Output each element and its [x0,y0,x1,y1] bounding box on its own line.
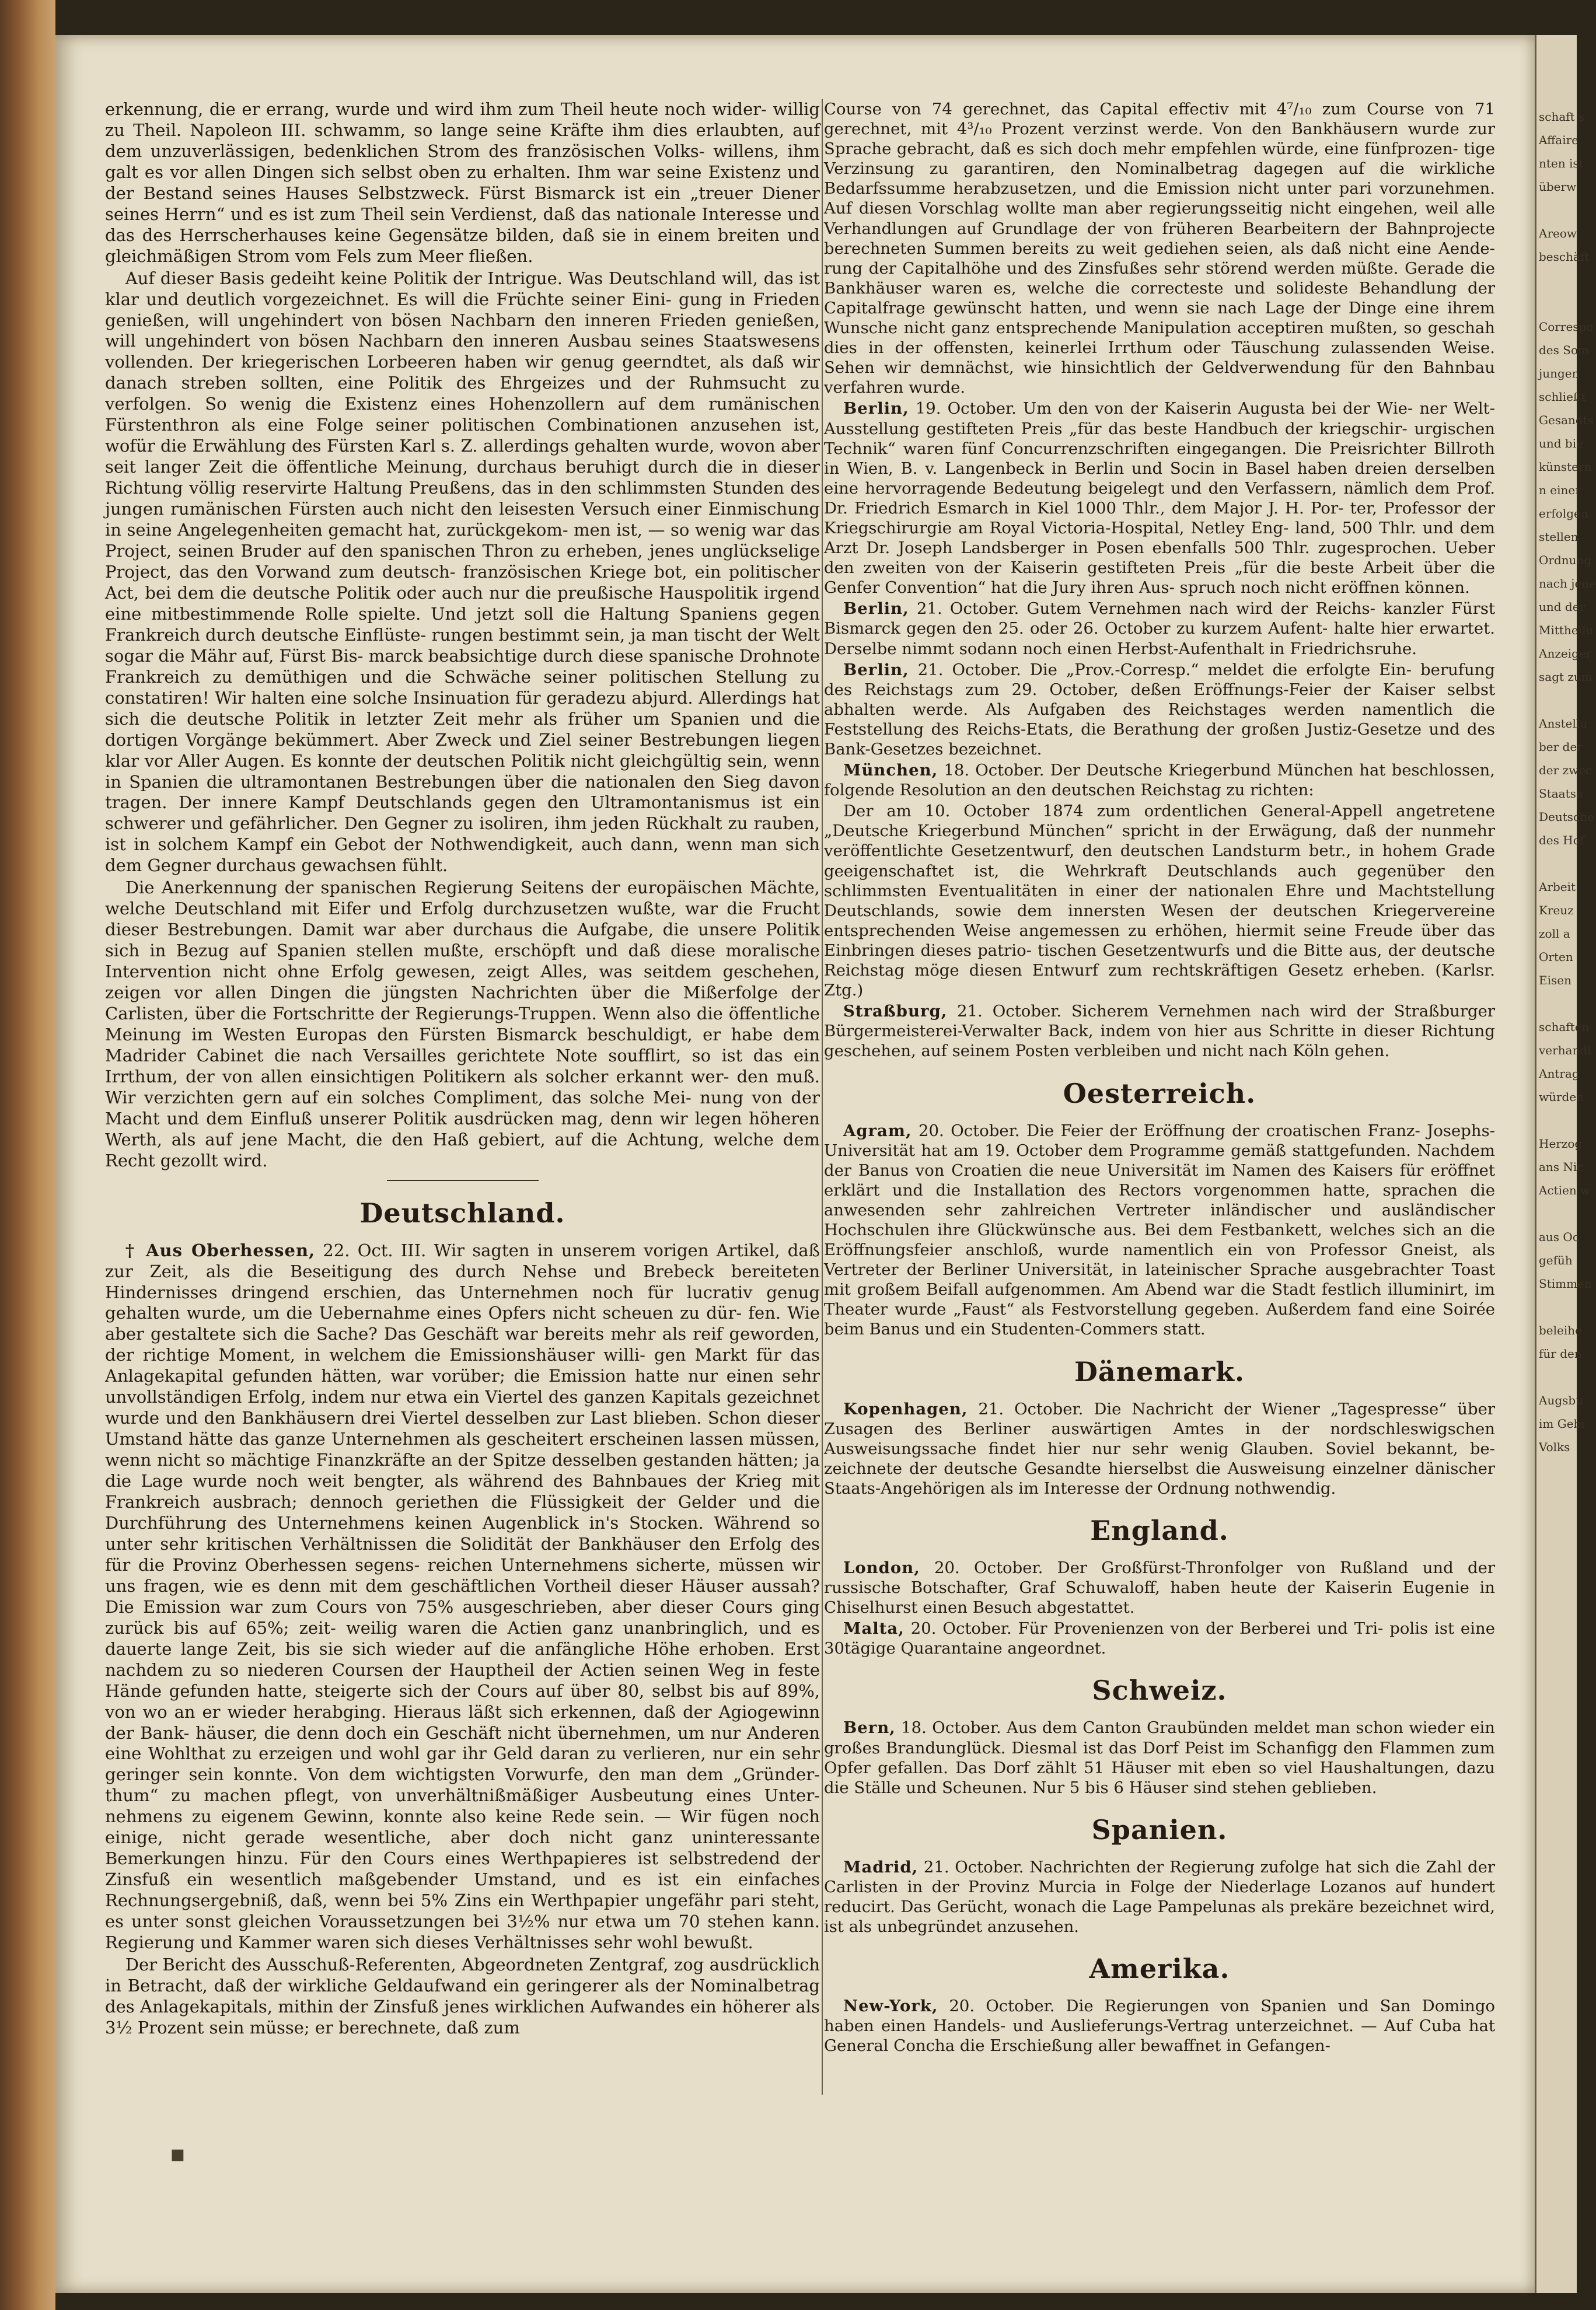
adjacent-page-fragment [1539,1295,1577,1319]
adjacent-page-edge [1535,35,1596,2293]
adjacent-page-fragment: Volks [1539,1440,1570,1454]
news-item [824,760,1495,800]
adjacent-page-fragment: der zwec [1539,763,1592,777]
adjacent-page-fragment: im Gebi [1539,1417,1585,1431]
news-text: 20. October. Die Regierungen von Spanien und San Domingo haben einen Handels- und Auslieferungs-Vertrag unterzeichnet. — Auf Cuba hat General Concha die Erschießung aller bewaffnet in Gefangen- [824,1997,1495,2056]
adjacent-page-fragment: erfolgen [1539,506,1588,520]
news-text: 18. October. Aus dem Canton Graubünden meldet man schon wieder ein großes Brandunglück. Diesmal ist das Dorf Peist im Schanfigg den Flammen zum Opfer gefallen. Das Dorf zählt 51 Häuser mit eben so viel Haushaltungen, dazu die Ställe und Scheunen. Nur 5 bis 6 Häuser sind stehen geblieben. [824,1718,1495,1797]
adjacent-page-fragment: schaften [1539,1020,1590,1034]
news-item [824,1121,1495,1340]
dateline: Straßburg, [843,1002,948,1021]
news-item [824,1001,1495,1061]
adjacent-page-fragment: ans Nic [1539,1160,1584,1174]
news-item [824,1558,1495,1617]
adjacent-page-fragment: nach jene [1539,576,1596,590]
adjacent-page-fragment: aus Oc [1539,1230,1580,1244]
adjacent-page-fragment: Kreuz [1539,903,1574,917]
adjacent-page-fragment: beleihe [1539,1323,1582,1337]
news-text: 22. Oct. III. Wir sagten in unserem vorigen Artikel, daß zur Zeit, als die Beseitigung des durch Nehse und Brebeck bereiteten Hindernisses dringend erschien, das Unternehmen noch für lucrativ genug gehalten wurde, um die Uebernahme eines Opfers nicht scheuen zu dür- fen. Wie aber gestaltete sich die Sache? Das Geschäft war bereits mehr als reif geworden, der richtige Moment, in welchem die Emissionshäuser willi- gen Markt für das Anlagekapital gefunden hätten, war vorüber; die Emission hatte nur einen sehr unvollständigen Erfolg, indem nur etwa ein Viertel des ganzen Kapitals gezeichnet wurde und den Bankhäusern drei Viertel desselben zur Last blieben. Schon dieser Umstand hätte das ganze Unternehmen als gescheitert erscheinen lassen müssen, wenn nicht so mächtige Finanzkräfte an der Spitze desselben gestanden hätten; ja die Lage wurde noch weit bengter, als während des Bahnbaues der Krieg mit Frankreich ausbrach; dennoch geriethen die Flüssigkeit der Gelder und die Durchführung des Unternehmens keinen Augenblick in's Stocken. Während so unter sehr kritischen Verhältnissen die Solidität der Bankhäuser den Erfolg des für die Provinz Oberhessen segens- reichen Unternehmens sicherte, müssen wir uns fragen, wie es denn mit dem geschäftlichen Vortheil dieser Häuser aussah? Die Emission war zum Cours von 75% ausgeschrieben, aber dieser Cours ging zurück bis auf 65%; zeit- weilig waren die Actien ganz unanbringlich, und es dauerte lange Zeit, bis sie sich wieder auf die anfängliche Höhe erhoben. Erst nachdem zu so niederen Coursen der Hauptheil der Actien seinen Weg in feste Hände gefunden hatte, steigerte sich der Cours auf über 80, selbst bis auf 89%, von wo an er wieder herabging. Hieraus läßt sich erkennen, daß der Agiogewinn der Bank- häuser, die denn doch ein Geschäft nicht übernehmen, um nur Anderen eine Wohlthat zu erzeigen und wohl gar ihr Geld daran zu verlieren, nur ein sehr geringer sein konnte. Von dem wichtigsten Vorwurfe, den man dem „Gründer- thum“ zu machen pflegt, von unverhältnißmäßiger Ausbeutung eines Unter- nehmens zu eigenem Gewinn, konnte also keine Rede sein. — Wir fügen noch einige, nicht gerade wesentliche, aber doch nicht ganz uninteressante Bemerkungen hinzu. Für den Cours eines Werthpapieres ist selbstredend der Zinsfuß ein wesentlich maßgebender Umstand, und es ist ein einfaches Rechnungsergebniß, daß, wenn bei 5% Zins ein Werthpapier ungefähr pari steht, es unter sonst gleichen Voraussetzungen bei 3½% nur etwa um 70 stehen kann. Regierung und Kammer waren sich dieses Verhältnisses sehr wohl bewußt. [105,1240,820,1953]
news-text: 21. October. Die „Prov.-Corresp.“ meldet die erfolgte Ein- berufung des Reichstags zum 29. October, deßen Eröffnungs-Feier der Kaiser selbst abhalten werde. Als Aufgaben des Reichstages werden namentlich die Feststellung des Reichs-Etats, die Berathung der großen Justiz-Gesetze und des Bank-Gesetzes bezeichnet. [824,660,1495,759]
article-paragraph: Auf dieser Basis gedeiht keine Politik der Intrigue. Was Deutschland will, das ist klar und deutlich vorgezeichnet. Es will die Früchte seiner Eini- gung in Frieden genießen, will ungehindert von bösen Nachbarn den inneren Frieden genießen, will ungehindert von bösen Nachbarn den inneren Ausbau seines Staatswesens vollenden. Der kriegerischen Lorbeeren haben wir genug geerndtet, als daß wir danach streben sollten, eine Politik des Ehrgeizes und der Ruhmsucht zu verfolgen. So wenig die Existenz eines Hohenzollern auf dem rumänischen Fürstenthron als eine Folge seiner politischen Combinationen anzusehen ist, wofür die Erwählung des Fürsten Karl s. Z. allerdings gehalten wurde, wovon aber seit langer Zeit die öffentliche Meinung, durchaus beruhigt durch die in dieser Richtung völlig reservirte Haltung Preußens, das in den schlimmsten Stunden des jungen rumänischen Fürsten auch nicht den leisesten Versuch einer Einmischung in seine Angelegenheiten gemacht hat, zurückgekom- men ist, — so wenig war das Project, seinen Bruder auf den spanischen Thron zu erheben, jenes unglückselige Project, das den Vorwand zum deutsch- französischen Kriege bot, ein politischer Act, bei dem die deutsche Politik oder auch nur die preußische Hauspolitik irgend eine mitbestimmende Rolle spielte. Und jetzt soll die Haltung Spaniens gegen Frankreich durch deutsche Einflüste- rungen bestimmt sein, ja man tischt der Welt sogar die Mähr auf, Fürst Bis- marck beabsichtige durch diese spanische Drohnote Frankreich zu demüthigen und die Schwäche seiner politischen Stellung zu constatiren! Wir halten eine solche Insinuation für geradezu abjurd. Allerdings hat sich die deutsche Politik in letzter Zeit mehr als früher um Spanien und die dortigen Vorgänge bekümmert. Aber Zweck und Ziel seiner Bestrebungen liegen klar vor Aller Augen. Es konnte der deutschen Politik nicht gleichgültig sein, wenn in Spanien die ultramontanen Bestrebungen über die nationalen den Sieg davon tragen. Der innere Kampf Deutschlands gegen den Ultramontanismus ist ein schwerer und gefährlicher. Den Gegner zu isoliren, ihm jeden Rückhalt zu rauben, ist in solchem Kampf ein Gebot der Nothwendigkeit, auch dann, wenn man sich dem Gegner durchaus gewachsen fühlt. [105,268,820,876]
dateline: Berlin, [843,399,909,418]
section-heading-daenemark: Dänemark. [1074,1355,1245,1388]
adjacent-page-fragment: für den [1539,1347,1582,1361]
adjacent-page-fragment [1539,689,1577,712]
article-paragraph: Der Bericht des Ausschuß-Referenten, Abgeordneten Zentgraf, zog ausdrücklich in Betracht, daß der wirkliche Geldaufwand ein geringerer als der Nominalbetrag des Anlagekapitals, mithin der Zinsfuß jenes wirklichen Aufwandes ein höherer als 3½ Prozent sein müsse; er berechnete, daß zum [105,1955,820,2038]
dateline: London, [843,1558,920,1577]
adjacent-page-fragment: Ordnung [1539,553,1592,567]
dateline: Malta, [843,1619,904,1638]
news-text: 18. October. Der Deutsche Kriegerbund München hat beschlossen, folgende Resolution an den deutschen Reichstag zu richten: [824,761,1496,800]
article-paragraph: erkennung, die er errang, wurde und wird ihm zum Theil heute noch wider- willig zu Theil. Napoleon III. schwamm, so lange seine Kräfte ihm dies erlaubten, auf dem unzuverlässigen, bedenklichen Strom des französischen Volks- willens, ihm galt es vor allen Dingen sich selbst oben zu erhalten. Ihm war seine Existenz und der Bestand seines Hauses Selbstzweck. Fürst Bismarck ist ein „treuer Diener seines Herrn“ und es ist zum Theil sein Verdienst, daß das nationale Interesse und das des Herrscherhauses keine Gegensätze bilden, daß sie in einem breiten und gleichmäßigen Strom vom Fels zum Meer fließen. [105,99,820,266]
dateline: † Aus Oberhessen, [125,1240,316,1260]
dateline: München, [843,761,938,780]
adjacent-page-fragment: Stimmen [1539,1277,1592,1291]
news-item [824,1718,1495,1797]
adjacent-page-fragment: schaft s [1539,110,1585,124]
section-heading-amerika: Amerika. [1089,1953,1230,1985]
right-column [824,99,1495,2057]
article-paragraph: Der am 10. October 1874 zum ordentlichen General-Appell angetretene „Deutsche Kriegerbund München“ spricht in der Erwägung, daß der nunmehr veröffentlichte Gesetzentwurf, den deutschen Landsturm betr., in hohem Grade geeigenschaftet ist, die Wehrkraft Deutschlands auch gegenüber den schlimmsten Eventualitäten in einer der nationalen Ehre und Machtstellung Deutschlands, sowie dem innersten Wesen der deutschen Kriegervereine entsprechenden Weise angemessen zu erhöhen, hiermit seine Freude über das Einbringen dieses patrio- tischen Gesetzentwurfs und die Bitte aus, der deutsche Reichstag möge diesen Entwurf zum rechtskräftigen Gesetz erheben. (Karlsr. Ztg.) [824,802,1495,1000]
news-item [824,1996,1495,2056]
dateline: New-York, [843,1997,938,2016]
adjacent-page-fragment: künstern [1539,460,1592,474]
adjacent-page-fragment: Areow [1539,226,1577,240]
dateline: Kopenhagen, [843,1399,968,1418]
adjacent-page-fragment: Eisen [1539,973,1571,987]
adjacent-page-fragment: gefüh [1539,1253,1573,1267]
dateline: Agram, [843,1121,912,1140]
article-paragraph: Course von 74 gerechnet, das Capital effectiv mit 4⁷/₁₀ zum Course von 71 gerechnet, mit 4³/₁₀ Prozent verzinst werde. Von den Bankhäusern wurde zur Sprache gebracht, daß es sich doch mehr empfehlen würde, eine fünfprozen- tige Verzinsung zu garantiren, den Nominalbetrag dagegen auf die wirkliche Bedarfssumme herabzusetzen, und die Emission nicht unter pari vorzunehmen. Auf diesen Vorschlag wollte man aber regierungsseitig nicht eingehen, weil alle Verhandlungen auf Grundlage der von früheren Bearbeitern der Bahnprojecte berechneten Summen bereits zu weit gediehen seien, als daß nicht eine Aende- rung der Capitalhöhe und des Zinsfußes sehr störend werden müßte. Gerade die Bankhäuser waren es, welche die correcteste und solideste Behandlung der Capitalfrage gewünscht hatten, und wenn sie nach Lage der Dinge eine ihrem Wunsche nicht ganz entsprechende Manipulation acceptiren mußten, so geschah dies in der offensten, keinerlei Irrthum oder Täuschung zulassenden Weise. Sehen wir demnächst, wie hinsichtlich der Geldverwendung für den Bahnbau verfahren wurde. [824,100,1495,397]
adjacent-page-fragment: Affaire [1539,133,1579,147]
adjacent-page-fragment: Herzog [1539,1137,1583,1151]
adjacent-page-fragment: Anstellu [1539,717,1588,731]
adjacent-page-fragment: Staatsa [1539,787,1583,801]
adjacent-page-fragment: Anzeiger [1539,646,1592,661]
adjacent-page-fragment [1539,198,1577,222]
dateline: Madrid, [843,1857,919,1876]
left-column [105,99,820,2040]
adjacent-page-fragment [1539,268,1577,292]
adjacent-page-fragment: zoll a [1539,927,1570,941]
section-heading-england: England. [1090,1515,1229,1546]
news-item [824,660,1495,759]
news-text: 21. October. Nachrichten der Regierung zufolge hat sich die Zahl der Carlisten in der Provinz Murcia in Folge der Niederlage Lozanos auf hundert reducirt. Das Gerücht, wonach die Lage Pampelunas als prekäre bezeichnet wird, ist als unbegründet anzusehen. [824,1857,1496,1937]
adjacent-page-fragment: verhandl [1539,1043,1591,1057]
adjacent-page-fragment: Antrag [1539,1067,1580,1081]
adjacent-page-fragment: und bie [1539,436,1583,450]
adjacent-page-fragment: stellen [1539,530,1578,544]
dateline: Berlin, [843,599,909,618]
news-text: 21. October. Die Nachricht der Wiener „Tagespresse“ über Zusagen des Berliner auswärtigen Amtes in der nordschleswigschen Ausweisungssache findet hier nur sehr wenig Glauben. Soviel bekannt, be- zeichnete der deutsche Gesandte hierselbst die Ausweisung einzelner dänischer Staats-Angehörigen als im Interesse der Ordnung nothwendig. [824,1399,1496,1498]
adjacent-page-fragment: und der [1539,600,1585,614]
book-edge [0,0,55,2310]
news-text: 21. October. Sicherem Vernehmen nach wird der Straßburger Bürgermeisterei-Verwalter Back, indem von hier aus Schritte in dieser Richtung geschehen, auf seinem Posten verbleiben und nicht nach Köln gehen. [824,1002,1495,1061]
adjacent-page-fragment: überw [1539,180,1577,194]
adjacent-page-fragment: Gesandts [1539,413,1594,427]
adjacent-page-fragment [1539,1109,1577,1132]
adjacent-page-fragment [1539,992,1577,1015]
news-text: 20. October. Der Großfürst-Thronfolger von Rußland und der russische Botschafter, Graf Schuwaloff, haben heute der Kaiserin Eugenie in Chiselhurst einen Besuch abgestattet. [824,1558,1495,1617]
adjacent-page-fragment [1539,1202,1577,1225]
adjacent-page-fragment [1539,292,1577,315]
section-heading-spanien: Spanien. [1091,1813,1228,1846]
adjacent-page-fragment: des Hof [1539,833,1585,847]
section-heading-oesterreich: Oesterreich. [1063,1077,1256,1109]
news-text: 19. October. Um den von der Kaiserin Augusta bei der Wie- ner Welt-Ausstellung gestifteten Preis „für das beste Handbuch der kriegschir- urgischen Technik“ waren fünf Concurrenzschriften eingegangen. Die Preisrichter Billroth in Wien, B. v. Langenbeck in Berlin und Socin in Basel haben dreien derselben eine hervorragende Bedeutung beigelegt und den Verfassern, nämlich dem Prof. Dr. Friedrich Esmarch in Kiel 1000 Thlr., dem Major J. H. Por- ter, Professor der Kriegschirurgie am Royal Victoria-Hospital, Netley Eng- land, 500 Thlr. und dem Arzt Dr. Joseph Landsberger in Posen ebenfalls 500 Thlr. zugesprochen. Ueber den zweiten von der Kaiserin gestifteten Preis „für die beste Arbeit über die Genfer Convention“ hat die Jury ihren Aus- spruch noch nicht eröffnen können. [824,399,1495,597]
news-item [824,599,1495,658]
dateline: Bern, [843,1718,896,1738]
adjacent-page-fragment: beschäft [1539,250,1590,264]
adjacent-page-fragment [1539,852,1577,875]
news-item [105,1240,820,1953]
adjacent-page-fragment: schließt [1539,390,1586,404]
news-item [824,1399,1495,1498]
news-item [824,399,1495,597]
news-item [824,1857,1495,1937]
section-rule [387,1180,539,1181]
adjacent-page-fragment: des Som [1539,343,1589,357]
news-text: 20. October. Für Provenienzen von der Berberei und Tri- polis ist eine 30tägige Quarantaine angeordnet. [824,1619,1495,1658]
adjacent-page-fragment [1539,1365,1577,1389]
column-divider [822,99,823,2095]
adjacent-page-fragment: würden [1539,1090,1584,1104]
section-heading-deutschland: Deutschland. [359,1197,565,1229]
adjacent-page-fragment: Augsbu [1539,1393,1584,1407]
adjacent-page-fragment: Arbeit [1539,880,1576,894]
adjacent-page-fragment: Deutsche [1539,810,1594,824]
adjacent-page-fragment: n einer [1539,483,1581,497]
adjacent-page-fragment: jungen [1539,366,1580,380]
dateline: Berlin, [843,660,909,679]
news-text: 20. October. Die Feier der Eröffnung der croatischen Franz- Josephs-Universität hat am 19. October dem Programme gemäß stattgefunden. Nachdem der Banus von Croatien die neue Universität im Namen des Kaisers für eröffnet erklärt und die Installation des Rectors vorgenommen hatte, sprachen die anwesenden sehr zahlreichen Vertreter inländischer und ausländischer Hochschulen ihre Glückwünsche aus. Bei dem Festbankett, welches sich an die Eröffnungsfeier anschloß, wurde namentlich ein von Professor Gneist, als Vertreter der Berliner Universität, in lateinischer Sprache ausgebrachter Toast mit großem Beifall aufgenommen. Am Abend war die Stadt festlich illuminirt, im Theater wurde „Faust“ als Festvorstellung gegeben. Außerdem fand eine Soirée beim Banus und ein Studenten-Commers statt. [824,1121,1495,1339]
adjacent-page-fragment: Mittheilu [1539,623,1594,637]
adjacent-page-fragment: nten ist [1539,156,1584,170]
printer-mark: ■ [170,2146,185,2164]
news-item [824,1619,1495,1658]
adjacent-page-fragment: ber der [1539,740,1583,754]
adjacent-page-fragment: sagt zum [1539,670,1592,684]
article-paragraph: Die Anerkennung der spanischen Regierung Seitens der europäischen Mächte, welche Deutschland mit Eifer und Erfolg durchzusetzen wußte, war die Frucht dieser Bestrebungen. Damit war aber durchaus die Aufgabe, die unsere Politik sich in Bezug auf Spanien stellen mußte, erschöpft und daß diese moralische Intervention nicht ohne Erfolg gewesen, zeigt Alles, was seitdem geschehen, zeigen vor allen Dingen die jüngsten Nachrichten über die Mißerfolge der Carlisten, über die Fortschritte der Regierungs-Truppen. Wenn also die öffentliche Meinung im Westen Europas den Fürsten Bismarck beschuldigt, er habe dem Madrider Cabinet die nach Versailles gerichtete Note soufflirt, so ist das ein Irrthum, der von allen einsichtigen Politikern als solcher erkannt wer- den muß. Wir verzichten gern auf ein solches Compliment, das solche Mei- nung von der Macht und dem Einfluß unserer Politik ausdrücken mag, denn wir legen höheren Werth, als auf jene Macht, die den Haß gebiert, auf die Achtung, welche dem Recht gezollt wird. [105,878,820,1170]
adjacent-page-fragment: Orten [1539,950,1573,964]
news-text: 21. October. Gutem Vernehmen nach wird der Reichs- kanzler Fürst Bismarck gegen den 25. oder 26. October zu kurzem Aufent- halte hier erwartet. Derselbe nimmt sodann noch einen Herbst-Aufenthalt in Friedrichsruhe. [824,599,1495,658]
adjacent-page-fragment: Actien w [1539,1183,1591,1197]
section-heading-schweiz: Schweiz. [1092,1675,1227,1707]
adjacent-page-fragment: Correspo [1539,320,1594,334]
